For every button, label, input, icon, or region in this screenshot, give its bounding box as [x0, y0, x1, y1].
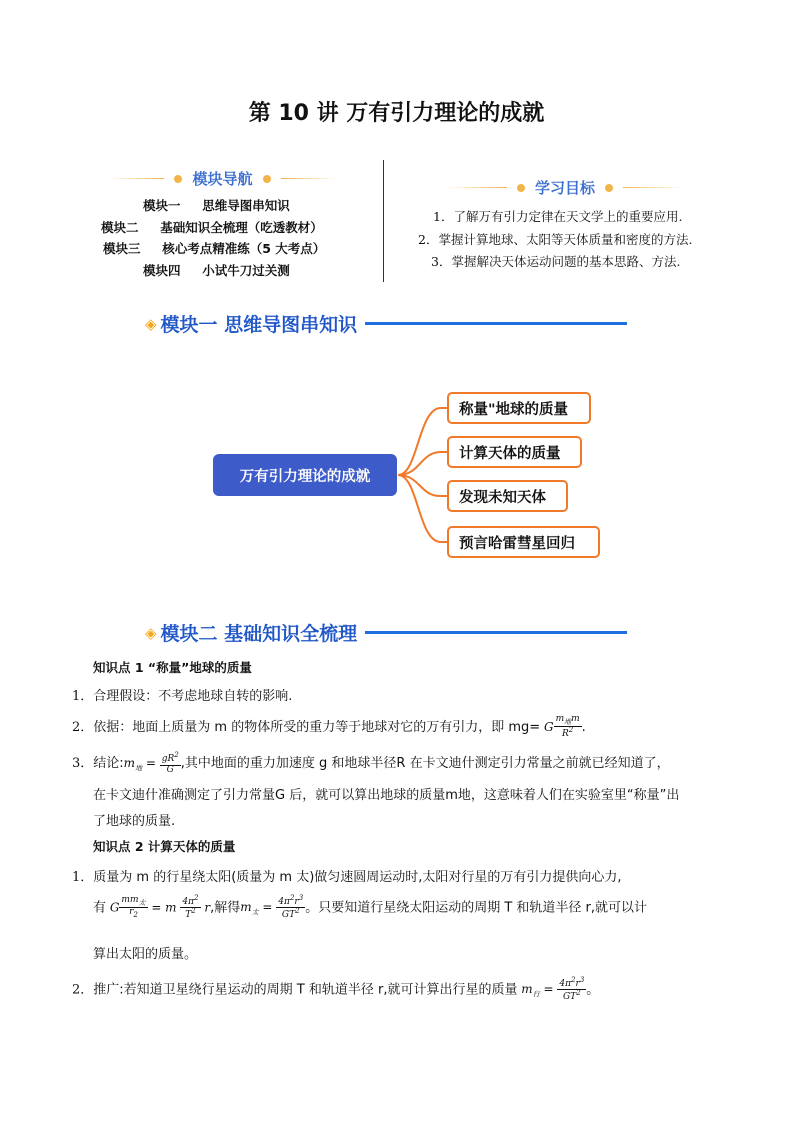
formula: $\frac{mm_太}{r_2}$: [121, 895, 146, 920]
formula: $m_太$ =: [240, 900, 277, 917]
section-header-2: [145, 619, 627, 646]
column-divider: [383, 160, 384, 282]
mindmap-root: 万有引力理论的成就: [213, 454, 397, 496]
divider: [281, 178, 336, 179]
formula: $m_地$ =: [123, 756, 160, 773]
mindmap-node: 计算天体的质量: [447, 436, 582, 468]
paragraph: 1．合理假设：不考虑地球自转的影响.: [72, 689, 293, 704]
section-header-1: [145, 310, 627, 337]
nav-item-module3[interactable]: 模块三 核心考点精准练（5 大考点）: [103, 241, 326, 256]
section-title: 模块二 基础知识全梳理: [160, 623, 358, 645]
paragraph: 2．推广:若知道卫星绕行星运动的周期 T 和轨道半径 r,就可计算出行星的质量 $m_行$ = $\frac{4\pi^2r^3}{GT^2}$ 。: [72, 976, 600, 1003]
nav-heading-label: 模块导航: [192, 170, 253, 188]
formula: G: [540, 719, 554, 734]
goals-heading-label: 学习目标: [534, 179, 595, 197]
diamond-icon: ◈: [145, 623, 157, 642]
nav-item-module1[interactable]: 模块一 思维导图串知识: [143, 198, 290, 213]
dot-icon: [263, 175, 271, 183]
dot-icon: [517, 184, 525, 192]
paragraph: 1．质量为 m 的行星绕太阳(质量为 m 太)做匀速圆周运动时,太阳对行星的万有引力提供向心力,: [72, 870, 622, 885]
formula: $\frac{4\pi^2}{T^2}$: [182, 894, 199, 921]
formula: $m_行$ =: [517, 982, 558, 999]
section-title: 模块一 思维导图串知识: [160, 314, 358, 336]
goal-item: 3．掌握解决天体运动问题的基本思路、方法.: [431, 254, 681, 269]
formula: r: [200, 900, 211, 915]
dot-icon: [174, 175, 182, 183]
paragraph: 有 G $\frac{mm_太}{r_2}$ = m $\frac{4\pi^2}{T^2}$ r,解得$m_太$ = $\frac{4\pi^2r^3}{GT^2}$ 。只要知道行星绕太阳运动的周期 T 和轨道半径 r,就可以计: [93, 894, 648, 921]
paragraph: 了地球的质量.: [93, 814, 176, 829]
section-bar: [365, 631, 627, 634]
mindmap-node: 预言哈雷彗星回归: [447, 526, 600, 558]
section-bar: [365, 322, 627, 325]
divider: [623, 187, 683, 188]
goals-heading: [430, 177, 700, 198]
formula: $\frac{4\pi^2r^3}{GT^2}$: [559, 976, 585, 1003]
goal-item: 2．掌握计算地球、太阳等天体质量和密度的方法.: [418, 232, 693, 247]
nav-heading: [95, 168, 350, 189]
formula: $\frac{gR^2}{G}$: [161, 751, 179, 775]
formula: = m: [147, 900, 181, 915]
divider: [109, 178, 164, 179]
page-title: 第 10 讲 万有引力理论的成就: [248, 101, 545, 126]
diamond-icon: ◈: [145, 314, 157, 333]
goal-item: 1．了解万有引力定律在天文学上的重要应用.: [433, 209, 683, 224]
mindmap-node: 称量"地球的质量: [447, 392, 591, 424]
formula: $\frac{4\pi^2r^3}{GT^2}$: [278, 894, 304, 921]
paragraph: 3．结论$:m_地$ = $\frac{gR^2}{G}$ ,其中地面的重力加速度 g 和地球半径R 在卡文迪什测定引力常量之前就已经知道了，: [72, 751, 670, 775]
formula: G: [106, 900, 120, 915]
paragraph: 在卡文迪什准确测定了引力常量G 后，就可以算出地球的质量m地，这意味着人们在实验室里“称量”出: [93, 788, 680, 803]
knowledge-point-title: 知识点 1 “称量”地球的质量: [93, 660, 252, 675]
divider: [447, 187, 507, 188]
knowledge-point-title: 知识点 2 计算天体的质量: [93, 839, 236, 854]
dot-icon: [605, 184, 613, 192]
mindmap-node: 发现未知天体: [447, 480, 568, 512]
paragraph: 2．依据：地面上质量为 m 的物体所受的重力等于地球对它的万有引力，即 mg= G $\frac{m_地m}{R^2}$ .: [72, 714, 586, 740]
paragraph: 算出太阳的质量。: [93, 947, 198, 962]
formula: $\frac{m_地m}{R^2}$: [555, 714, 580, 740]
nav-item-module4[interactable]: 模块四 小试牛刀过关测: [143, 263, 290, 278]
nav-item-module2[interactable]: 模块二 基础知识全梳理（吃透教材）: [101, 220, 323, 235]
